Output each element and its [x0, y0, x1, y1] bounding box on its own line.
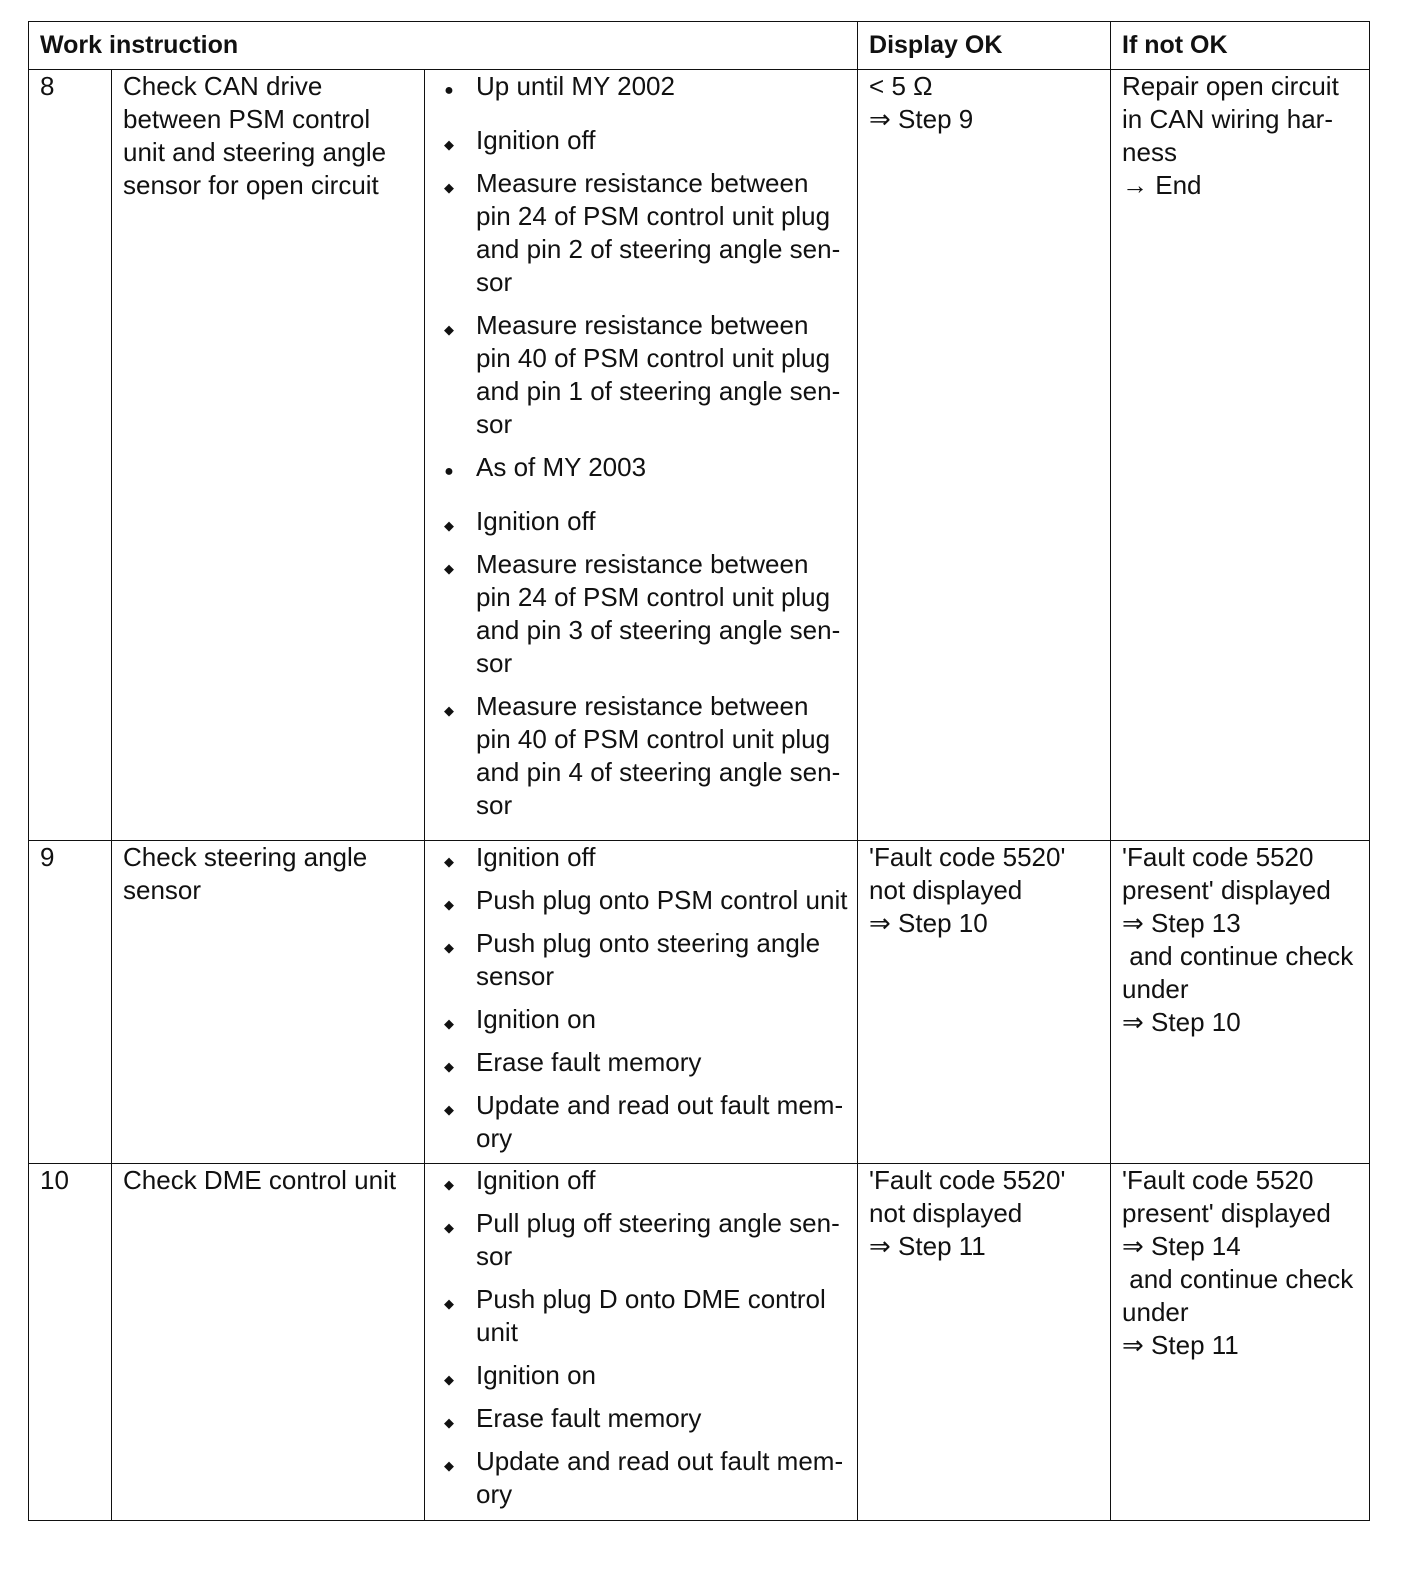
bullet-diamond-icon: [439, 1089, 459, 1126]
header-display-ok: Display OK: [858, 22, 1111, 70]
bullet-diamond-icon: [439, 548, 459, 585]
instruction-text: sor: [476, 1241, 513, 1271]
bullet-diamond-icon: [439, 1164, 459, 1201]
instruction-text: Update and read out fault mem-: [476, 1446, 844, 1476]
instruction-list: [436, 841, 857, 1155]
instruction-text: pin 24 of PSM control unit plug: [476, 582, 831, 612]
instruction-text: As of MY 2003: [476, 452, 647, 482]
instruction-text: Erase fault memory: [476, 1403, 702, 1433]
text-line: in CAN wiring har-: [1122, 104, 1333, 134]
step-number: 9: [29, 841, 112, 1164]
header-row: [29, 22, 1370, 70]
bullet-diamond-icon: [439, 1402, 459, 1439]
step-instructions: [425, 70, 858, 841]
instruction-item: [436, 124, 857, 157]
instruction-item: [436, 1445, 857, 1511]
text-line: between PSM control: [123, 104, 371, 134]
bullet-diamond-icon: [439, 1003, 459, 1040]
bullet-diamond-icon: [439, 1283, 459, 1320]
instruction-item: [436, 309, 857, 441]
text-line: under: [1122, 1297, 1189, 1327]
instruction-text: and pin 4 of steering angle sen-: [476, 757, 841, 787]
instruction-item: [436, 1207, 857, 1273]
text-line: present' displayed: [1122, 1198, 1331, 1228]
if-not-ok-cell: [1111, 841, 1370, 1164]
instruction-text: Push plug onto PSM control unit: [476, 885, 848, 915]
instruction-item: [436, 70, 857, 103]
bullet-diamond-icon: [439, 1445, 459, 1482]
text-line: under: [1122, 974, 1189, 1004]
text-line: ⇒ Step 11: [869, 1231, 986, 1261]
instruction-item: [436, 841, 857, 874]
step-title: [112, 70, 425, 841]
step-number: 8: [29, 70, 112, 841]
header-if-not-ok: If not OK: [1111, 22, 1370, 70]
instruction-item: [436, 1359, 857, 1392]
text-line: 'Fault code 5520': [869, 1165, 1066, 1195]
instruction-text: Update and read out fault mem-: [476, 1090, 844, 1120]
text-line: ⇒ Step 10: [1122, 1007, 1241, 1037]
bullet-diamond-icon: [439, 309, 459, 346]
bullet-diamond-icon: [439, 690, 459, 727]
instruction-text: unit: [476, 1317, 518, 1347]
text-line: 'Fault code 5520': [869, 842, 1066, 872]
instruction-item: [436, 1164, 857, 1197]
instruction-item: [436, 451, 857, 484]
instruction-item: [436, 548, 857, 680]
instruction-text: Up until MY 2002: [476, 71, 675, 101]
if-not-ok-cell: [1111, 70, 1370, 841]
table-row: [29, 70, 1370, 841]
text-line: unit and steering angle: [123, 137, 387, 167]
instruction-item: [436, 1089, 857, 1155]
step-number: 10: [29, 1164, 112, 1521]
text-line: < 5 Ω: [869, 71, 933, 101]
text-line: ⇒ Step 10: [869, 908, 988, 938]
bullet-diamond-icon: [439, 1046, 459, 1083]
step-instructions: [425, 1164, 858, 1521]
text-line: sensor: [123, 875, 202, 905]
instruction-text: pin 40 of PSM control unit plug: [476, 724, 831, 754]
text-line: ⇒ Step 14: [1122, 1231, 1241, 1261]
instruction-text: Ignition off: [476, 125, 596, 155]
instruction-text: Ignition on: [476, 1004, 596, 1034]
instruction-text: Push plug D onto DME control: [476, 1284, 826, 1314]
text-line: ⇒ Step 11: [1122, 1330, 1239, 1360]
instruction-text: Pull plug off steering angle sen-: [476, 1208, 840, 1238]
text-line: → End: [1122, 170, 1202, 200]
text-line: Check DME control unit: [123, 1165, 397, 1195]
instruction-list: [436, 70, 857, 822]
text-line: ness: [1122, 137, 1177, 167]
instruction-item: [436, 690, 857, 822]
bullet-diamond-icon: [439, 124, 459, 161]
instruction-item: [436, 1283, 857, 1349]
instruction-text: ory: [476, 1123, 513, 1153]
instruction-text: pin 40 of PSM control unit plug: [476, 343, 831, 373]
step-instructions: [425, 841, 858, 1164]
bullet-dot-icon: [439, 70, 459, 107]
instruction-text: Ignition off: [476, 1165, 596, 1195]
text-line: not displayed: [869, 875, 1023, 905]
instruction-text: Measure resistance between: [476, 168, 809, 198]
text-line: and continue check: [1122, 941, 1354, 971]
instruction-text: and pin 3 of steering angle sen-: [476, 615, 841, 645]
instruction-item: [436, 1003, 857, 1036]
text-line: 'Fault code 5520: [1122, 1165, 1314, 1195]
display-ok-cell: [858, 70, 1111, 841]
bullet-diamond-icon: [439, 505, 459, 542]
instruction-text: sor: [476, 790, 513, 820]
instruction-text: and pin 1 of steering angle sen-: [476, 376, 841, 406]
bullet-diamond-icon: [439, 884, 459, 921]
text-line: present' displayed: [1122, 875, 1331, 905]
header-work-instruction: Work instruction: [29, 22, 858, 70]
display-ok-cell: [858, 1164, 1111, 1521]
instruction-text: Measure resistance between: [476, 310, 809, 340]
instruction-item: [436, 884, 857, 917]
instruction-text: Measure resistance between: [476, 691, 809, 721]
work-instruction-table: [28, 21, 1370, 1521]
text-line: ⇒ Step 9: [869, 104, 974, 134]
instruction-item: [436, 1046, 857, 1079]
instruction-text: Measure resistance between: [476, 549, 809, 579]
bullet-dot-icon: [439, 451, 459, 488]
text-line: ⇒ Step 13: [1122, 908, 1241, 938]
instruction-text: Ignition on: [476, 1360, 596, 1390]
display-ok-cell: [858, 841, 1111, 1164]
instruction-list: [436, 1164, 857, 1511]
bullet-diamond-icon: [439, 1207, 459, 1244]
text-line: sensor for open circuit: [123, 170, 379, 200]
instruction-text: sor: [476, 267, 513, 297]
step-title: [112, 1164, 425, 1521]
instruction-text: Ignition off: [476, 506, 596, 536]
table-row: [29, 1164, 1370, 1521]
instruction-text: sor: [476, 648, 513, 678]
instruction-item: [436, 1402, 857, 1435]
instruction-text: and pin 2 of steering angle sen-: [476, 234, 841, 264]
table-row: [29, 841, 1370, 1164]
text-line: and continue check: [1122, 1264, 1354, 1294]
bullet-diamond-icon: [439, 167, 459, 204]
instruction-item: [436, 927, 857, 993]
text-line: Check CAN drive: [123, 71, 323, 101]
text-line: 'Fault code 5520: [1122, 842, 1314, 872]
instruction-text: Erase fault memory: [476, 1047, 702, 1077]
text-line: Repair open circuit: [1122, 71, 1339, 101]
instruction-text: Ignition off: [476, 842, 596, 872]
instruction-item: [436, 505, 857, 538]
instruction-text: sensor: [476, 961, 555, 991]
text-line: not displayed: [869, 1198, 1023, 1228]
if-not-ok-cell: [1111, 1164, 1370, 1521]
instruction-text: pin 24 of PSM control unit plug: [476, 201, 831, 231]
step-title: [112, 841, 425, 1164]
instruction-item: [436, 167, 857, 299]
bullet-diamond-icon: [439, 1359, 459, 1396]
instruction-text: Push plug onto steering angle: [476, 928, 821, 958]
bullet-diamond-icon: [439, 927, 459, 964]
instruction-text: ory: [476, 1479, 513, 1509]
instruction-text: sor: [476, 409, 513, 439]
bullet-diamond-icon: [439, 841, 459, 878]
text-line: Check steering angle: [123, 842, 368, 872]
